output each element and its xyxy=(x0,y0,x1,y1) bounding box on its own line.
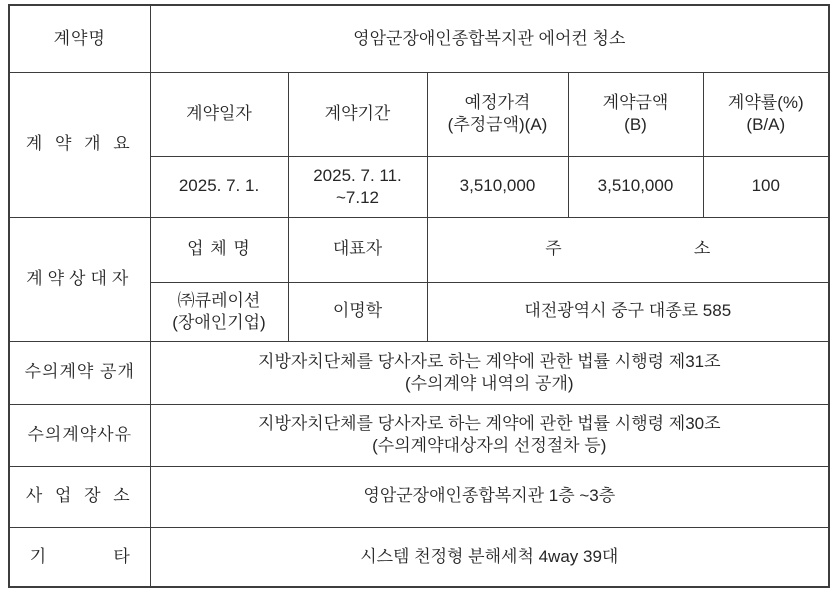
header-contract-amount xyxy=(568,72,703,156)
location-label: 사 업 장 소 xyxy=(9,466,150,527)
header-contract-period: 계약기간 xyxy=(288,72,427,156)
value-address: 대전광역시 중구 대종로 585 xyxy=(427,282,829,341)
reason-value-line2: (수의계약대상자의 선정절차 등) xyxy=(372,436,607,455)
row-etc xyxy=(9,527,829,587)
disclosure-value-line1: 지방자치단체를 당사자로 하는 계약에 관한 법률 시행령 제31조 xyxy=(258,351,721,371)
contract-name-value: 영암군장애인종합복지관 에어컨 청소 xyxy=(150,5,829,72)
reason-value xyxy=(150,404,829,466)
header-estimated-price xyxy=(427,72,568,156)
disclosure-label: 수의계약 공개 xyxy=(9,341,150,404)
contractor-label: 계약상대자 xyxy=(9,217,150,341)
value-contract-rate: 100 xyxy=(703,156,829,217)
value-representative: 이명학 xyxy=(288,282,427,341)
row-reason xyxy=(9,404,829,466)
value-estimated-price: 3,510,000 xyxy=(427,156,568,217)
etc-label-right: 타 xyxy=(113,546,130,566)
contract-name-label: 계약명 xyxy=(9,5,150,72)
value-company-name-line1: ㈜큐레이션 xyxy=(177,290,261,310)
row-disclosure xyxy=(9,341,829,404)
header-company-name: 업 체 명 xyxy=(150,217,288,282)
etc-label-spread xyxy=(30,546,130,568)
row-contract-name xyxy=(9,5,829,72)
address-header-left: 주 xyxy=(545,239,562,259)
etc-value: 시스템 천정형 분해세척 4way 39대 xyxy=(150,527,829,587)
header-address xyxy=(427,217,829,282)
etc-label-left: 기 xyxy=(29,546,47,566)
disclosure-value xyxy=(150,341,829,404)
value-contract-period-line1: 2025. 7. 11. xyxy=(313,165,402,185)
header-estimated-price-line2: (추정금액)(A) xyxy=(447,115,548,134)
header-contract-date: 계약일자 xyxy=(150,72,288,156)
header-contract-rate-line2: (B/A) xyxy=(746,115,786,134)
address-header-right: 소 xyxy=(693,239,711,259)
value-company-name xyxy=(150,282,288,341)
row-location xyxy=(9,466,829,527)
header-estimated-price-line1: 예정가격 xyxy=(464,93,531,112)
value-contract-period-line2: ~7.12 xyxy=(335,187,379,207)
header-contract-rate xyxy=(703,72,829,156)
header-representative: 대표자 xyxy=(288,217,427,282)
etc-label xyxy=(9,527,150,587)
header-contract-amount-line2: (B) xyxy=(624,115,647,134)
disclosure-value-line2: (수의계약 내역의 공개) xyxy=(404,373,574,393)
value-company-name-line2: (장애인기업) xyxy=(172,312,266,332)
header-contract-amount-line1: 계약금액 xyxy=(602,93,669,112)
reason-label: 수의계약사유 xyxy=(9,404,150,466)
header-contract-rate-line1: 계약률(%) xyxy=(727,93,804,112)
location-value: 영암군장애인종합복지관 1층 ~3층 xyxy=(150,466,829,527)
address-header-spread xyxy=(545,238,710,260)
row-contractor-header xyxy=(9,217,829,282)
contract-table xyxy=(8,4,830,588)
value-contract-date: 2025. 7. 1. xyxy=(150,156,288,217)
overview-label: 계 약 개 요 xyxy=(9,72,150,217)
row-overview-header xyxy=(9,72,829,156)
value-contract-period xyxy=(288,156,427,217)
reason-value-line1: 지방자치단체를 당사자로 하는 계약에 관한 법률 시행령 제30조 xyxy=(258,414,721,433)
contract-document xyxy=(8,4,830,588)
value-contract-amount: 3,510,000 xyxy=(568,156,703,217)
